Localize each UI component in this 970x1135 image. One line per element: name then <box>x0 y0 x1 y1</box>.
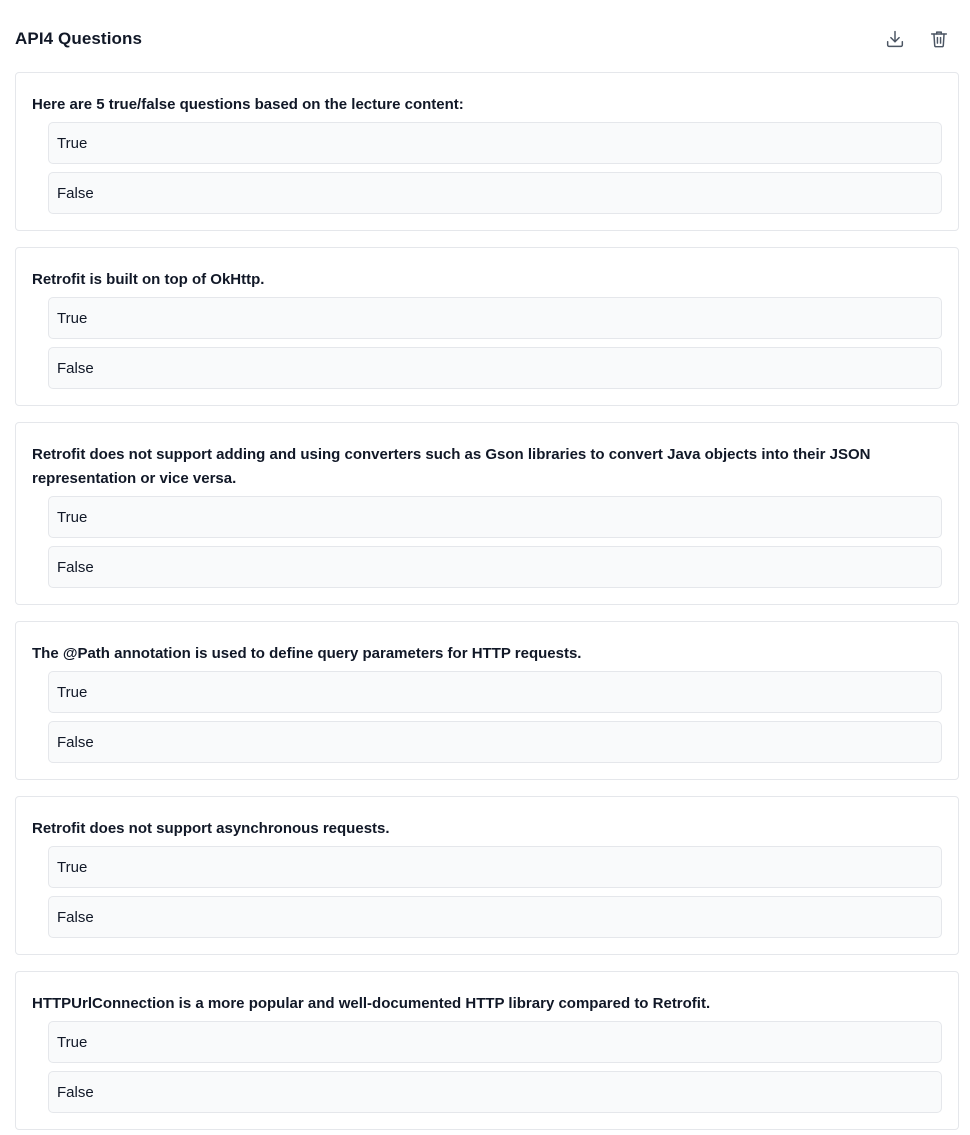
question-card <box>15 621 959 780</box>
delete-button[interactable] <box>926 26 952 52</box>
question-text: Retrofit does not support asynchronous requests. <box>32 820 390 837</box>
question-text: HTTPUrlConnection is a more popular and well-documented HTTP library compared to Retrofit. <box>32 995 711 1012</box>
option-true[interactable]: True <box>48 297 942 339</box>
question-card <box>15 971 959 1130</box>
question-text: Retrofit does not support adding and using converters such as Gson libraries to convert Java objects into their JSON representation or vice versa. <box>32 446 871 487</box>
option-false[interactable]: False <box>48 172 942 214</box>
option-true[interactable]: True <box>48 671 942 713</box>
question-card <box>15 247 959 406</box>
question-card <box>15 796 959 955</box>
download-button[interactable] <box>882 26 908 52</box>
option-false[interactable]: False <box>48 721 942 763</box>
option-true[interactable]: True <box>48 1021 942 1063</box>
answer-options <box>32 297 942 389</box>
question-text: The @Path annotation is used to define query parameters for HTTP requests. <box>32 645 582 662</box>
trash-icon <box>928 28 950 50</box>
option-true[interactable]: True <box>48 496 942 538</box>
option-false[interactable]: False <box>48 1071 942 1113</box>
question-text: Retrofit is built on top of OkHttp. <box>32 271 265 288</box>
page-header <box>15 20 958 58</box>
answer-options <box>32 1021 942 1113</box>
question-card <box>15 72 959 231</box>
option-false[interactable]: False <box>48 546 942 588</box>
option-true[interactable]: True <box>48 846 942 888</box>
header-actions <box>882 26 958 52</box>
answer-options <box>32 122 942 214</box>
question-text: Here are 5 true/false questions based on the lecture content: <box>32 96 464 113</box>
page-title: API4 Questions <box>15 29 143 48</box>
option-true[interactable]: True <box>48 122 942 164</box>
question-card <box>15 422 959 605</box>
download-icon <box>884 28 906 50</box>
option-false[interactable]: False <box>48 347 942 389</box>
question-list <box>15 72 959 1135</box>
option-false[interactable]: False <box>48 896 942 938</box>
answer-options <box>32 496 942 588</box>
answer-options <box>32 846 942 938</box>
answer-options <box>32 671 942 763</box>
